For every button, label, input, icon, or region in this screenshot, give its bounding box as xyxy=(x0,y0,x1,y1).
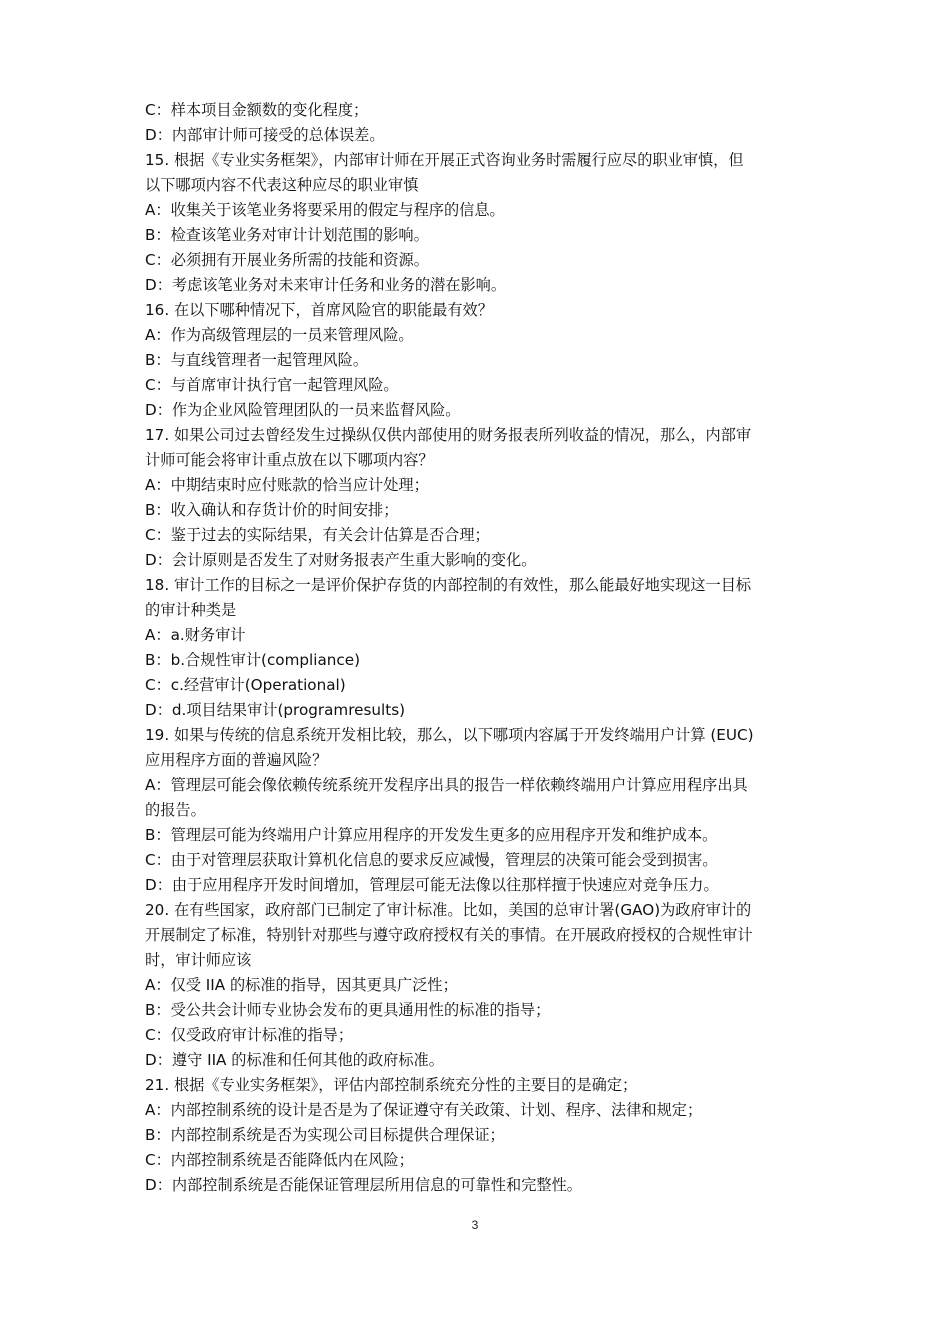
text-line: A：中期结束时应付账款的恰当应计处理； xyxy=(145,476,429,494)
text-line: 21. 根据《专业实务框架》，评估内部控制系统充分性的主要目的是确定； xyxy=(145,1076,638,1094)
page-number: 3 xyxy=(471,1218,479,1232)
text-line: C：必须拥有开展业务所需的技能和资源。 xyxy=(145,251,429,269)
text-line: A：仅受 IIA 的标准的指导，因其更具广泛性； xyxy=(145,976,458,994)
text-line: A：管理层可能会像依赖传统系统开发程序出具的报告一样依赖终端用户计算应用程序出具 xyxy=(145,776,748,794)
text-line: B：检查该笔业务对审计计划范围的影响。 xyxy=(145,226,429,244)
text-line: C：仅受政府审计标准的指导； xyxy=(145,1026,354,1044)
text-line: 的审计种类是 xyxy=(145,601,237,619)
text-line: C：与首席审计执行官一起管理风险。 xyxy=(145,376,399,394)
text-line: B：管理层可能为终端用户计算应用程序的开发发生更多的应用程序开发和维护成本。 xyxy=(145,826,718,844)
text-line: 18. 审计工作的目标之一是评价保护存货的内部控制的有效性，那么能最好地实现这一目标 xyxy=(145,576,752,594)
text-line: C：样本项目金额数的变化程度； xyxy=(145,101,369,119)
text-line: 开展制定了标准，特别针对那些与遵守政府授权有关的事情。在开展政府授权的合规性审计 xyxy=(145,926,753,944)
text-line: D：遵守 IIA 的标准和任何其他的政府标准。 xyxy=(145,1051,444,1069)
text-line: 应用程序方面的普遍风险？ xyxy=(145,751,328,769)
page-body-text xyxy=(145,98,815,1198)
text-line: 15. 根据《专业实务框架》，内部审计师在开展正式咨询业务时需履行应尽的职业审慎，但 xyxy=(145,151,744,169)
text-line: C：由于对管理层获取计算机化信息的要求反应减慢，管理层的决策可能会受到损害。 xyxy=(145,851,718,869)
text-line: A：收集关于该笔业务将要采用的假定与程序的信息。 xyxy=(145,201,505,219)
text-line: D：会计原则是否发生了对财务报表产生重大影响的变化。 xyxy=(145,551,537,569)
text-line: B：内部控制系统是否为实现公司目标提供合理保证； xyxy=(145,1126,505,1144)
text-line: D：由于应用程序开发时间增加，管理层可能无法像以往那样擅于快速应对竞争压力。 xyxy=(145,876,719,894)
text-line: 19. 如果与传统的信息系统开发相比较，那么，以下哪项内容属于开发终端用户计算 (EUC) xyxy=(145,726,754,744)
text-line: A：内部控制系统的设计是否是为了保证遵守有关政策、计划、程序、法律和规定； xyxy=(145,1101,703,1119)
text-line: C：内部控制系统是否能降低内在风险； xyxy=(145,1151,414,1169)
text-line: 17. 如果公司过去曾经发生过操纵仅供内部使用的财务报表所列收益的情况，那么，内部审 xyxy=(145,426,752,444)
text-line: D：内部审计师可接受的总体误差。 xyxy=(145,126,385,144)
text-line: D：d.项目结果审计(programresults) xyxy=(145,701,406,719)
text-line: D：内部控制系统是否能保证管理层所用信息的可靠性和完整性。 xyxy=(145,1176,582,1194)
text-line: A：a.财务审计 xyxy=(145,626,246,644)
text-line: C：c.经营审计(Operational) xyxy=(145,676,346,694)
text-line: 时，审计师应该 xyxy=(145,951,252,969)
text-line: D：作为企业风险管理团队的一员来监督风险。 xyxy=(145,401,461,419)
text-line: B：与直线管理者一起管理风险。 xyxy=(145,351,369,369)
text-line: 以下哪项内容不代表这种应尽的职业审慎 xyxy=(145,176,419,194)
text-line: 16. 在以下哪种情况下，首席风险官的职能最有效？ xyxy=(145,301,493,319)
text-line: 计师可能会将审计重点放在以下哪项内容？ xyxy=(145,451,434,469)
text-line: B：受公共会计师专业协会发布的更具通用性的标准的指导； xyxy=(145,1001,551,1019)
text-line: C：鉴于过去的实际结果，有关会计估算是否合理； xyxy=(145,526,490,544)
text-line: B：收入确认和存货计价的时间安排； xyxy=(145,501,399,519)
text-line: 的报告。 xyxy=(145,801,206,819)
text-line: A：作为高级管理层的一员来管理风险。 xyxy=(145,326,414,344)
text-line: D：考虑该笔业务对未来审计任务和业务的潜在影响。 xyxy=(145,276,507,294)
text-line: 20. 在有些国家，政府部门已制定了审计标准。比如，美国的总审计署(GAO)为政府审计的 xyxy=(145,901,752,919)
text-line: B：b.合规性审计(compliance) xyxy=(145,651,361,669)
